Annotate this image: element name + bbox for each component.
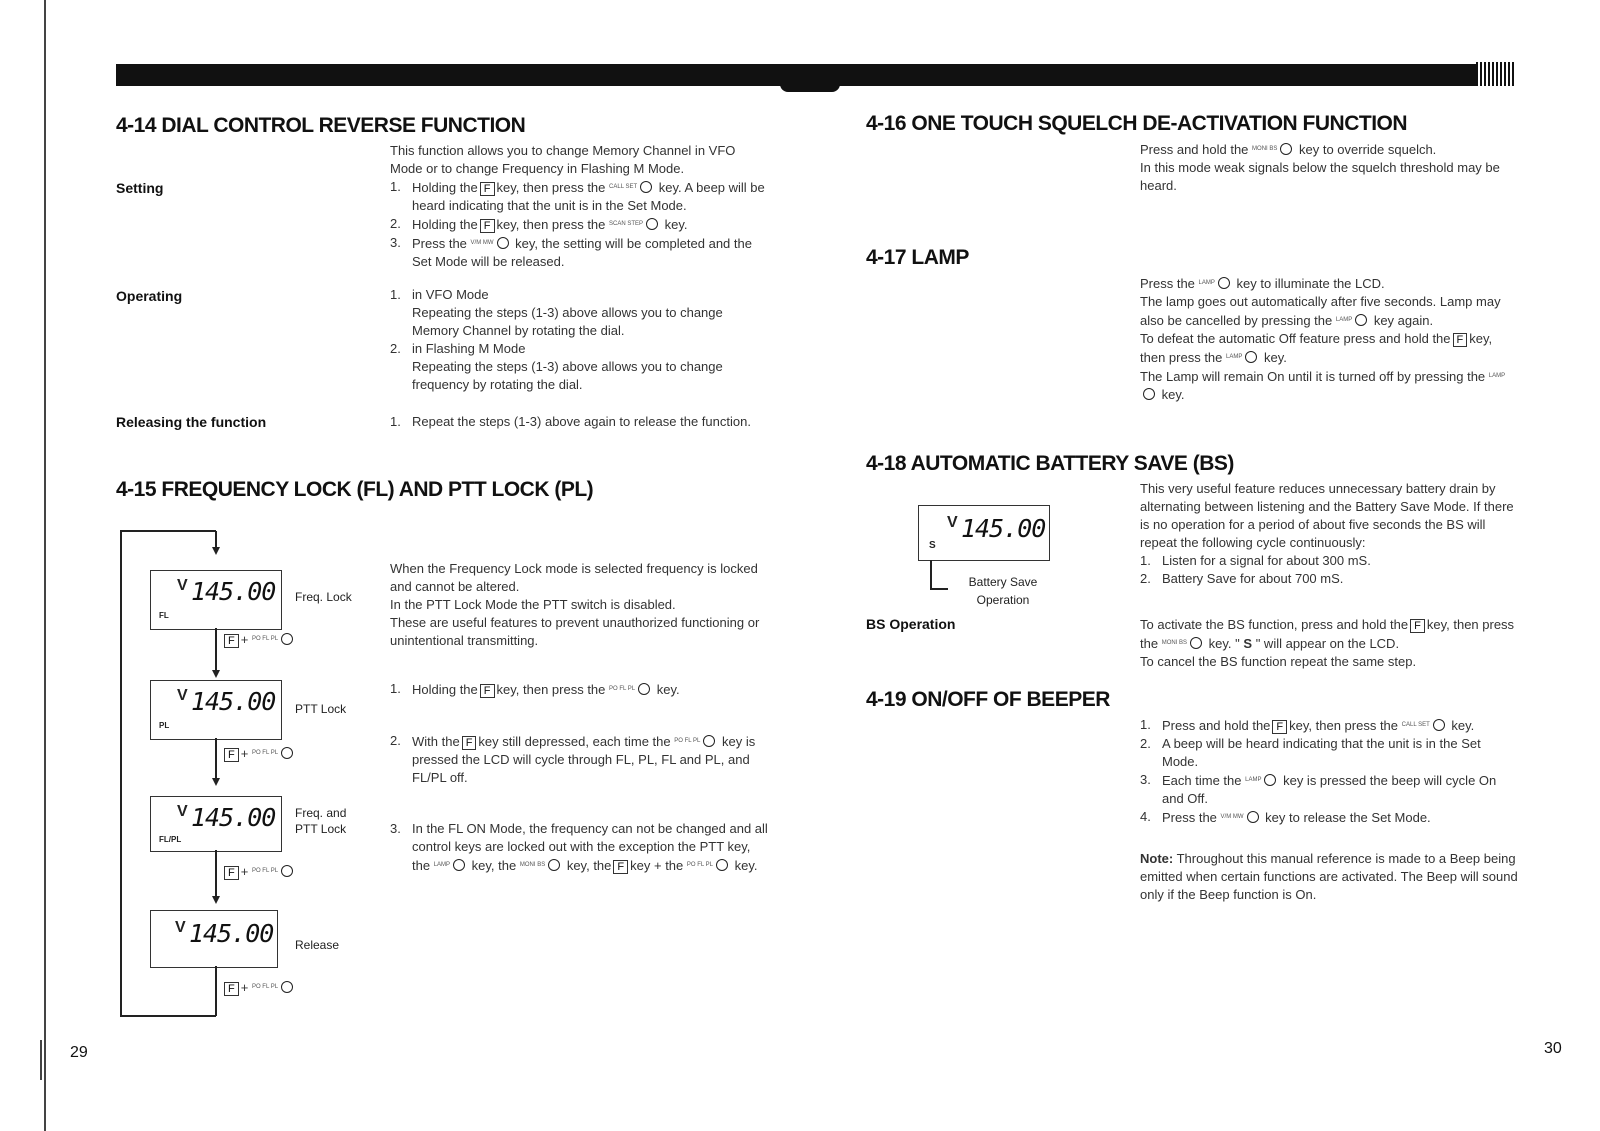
para-line: Press and hold the $^{MONI BS}$ key to override squelch. — [1140, 142, 1437, 157]
section-title-4-14: 4-14 DIAL CONTROL REVERSE FUNCTION — [116, 114, 526, 137]
lcd-release — [150, 910, 278, 968]
list-item: 1. Press and hold the F key, then press the $^{CALL SET}$ key. — [1140, 717, 1475, 733]
fl-step-1 — [390, 680, 770, 699]
section-title-4-18: 4-18 AUTOMATIC BATTERY SAVE (BS) — [866, 452, 1234, 475]
f-key-icon: F — [480, 684, 495, 698]
release-step-1: 1. Repeat the steps (1-3) above again to release the function. — [390, 414, 751, 429]
section-title-4-19: 4-19 ON/OFF OF BEEPER — [866, 688, 1110, 711]
setting-step-1: 1. Holding the F key, then press the $^{CALL SET}$ key. A beep will be heard indicating that the unit is in the Set Mode. — [390, 179, 765, 213]
bs-operation-label: BS Operation — [866, 616, 956, 632]
combo-4: F + $^{PO FL PL}$ — [222, 978, 296, 997]
callout-line — [930, 588, 948, 590]
list-item: 2. With the F key still depressed, each time the $^{PO FL PL}$ key is pressed the LCD will cycle through FL, PL, FL and PL, and FL/PL off. — [390, 733, 756, 785]
para-line: In this mode weak signals below the squelch threshold may be heard. — [1140, 160, 1500, 193]
setting-label: Setting — [116, 180, 164, 196]
lcd-bs — [918, 505, 1050, 561]
flow-line — [215, 850, 217, 898]
operating-step-2: 2. in Flashing M Mode Repeating the steps (1-3) above allows you to change frequency by rotating the dial. — [390, 341, 723, 392]
f-key-icon: F — [1410, 619, 1425, 633]
lamp-key-icon — [1218, 277, 1230, 289]
caption-ptt-lock: PTT Lock — [295, 702, 347, 716]
lcd-v-indicator: V — [175, 919, 186, 936]
flow-line — [215, 628, 217, 672]
para-line: Press the $^{LAMP}$ key to illuminate the LCD. — [1140, 276, 1385, 291]
moni-key-icon — [1190, 637, 1202, 649]
page-marker — [1476, 62, 1514, 86]
po-fl-pl-key-icon — [638, 683, 650, 695]
caption-battery-save: Battery Save Operation — [968, 575, 1038, 607]
lamp-key-icon — [1264, 774, 1276, 786]
po-fl-pl-key-icon — [281, 747, 293, 759]
moni-key-icon — [548, 859, 560, 871]
lcd-fl — [150, 570, 282, 630]
binding-line — [44, 0, 46, 1131]
lcd-frequency: 145.00 — [961, 514, 1046, 543]
lcd-fl-indicator: FL — [159, 611, 169, 620]
combo-2: F + $^{PO FL PL}$ — [222, 744, 296, 763]
combo-1: F + $^{PO FL PL}$ — [222, 630, 296, 649]
bs-symbol: S — [1243, 636, 1253, 651]
lcd-v-indicator: V — [177, 577, 188, 594]
list-item: 4. Press the $^{V/M MW}$ key to release the Set Mode. — [1140, 809, 1431, 825]
flow-arrow — [212, 896, 220, 904]
po-fl-pl-key-icon — [281, 633, 293, 645]
po-fl-pl-key-icon — [703, 735, 715, 747]
section-4-17-body — [1140, 274, 1520, 404]
lcd-pl — [150, 680, 282, 740]
para-line: To cancel the BS function repeat the same step. — [1140, 654, 1417, 669]
po-fl-pl-key-icon — [281, 981, 293, 993]
vm-key-icon — [497, 237, 509, 249]
setting-steps — [390, 178, 770, 271]
loop-bottom — [120, 1015, 216, 1017]
fl-step-3 — [390, 820, 770, 875]
header-notch — [780, 84, 840, 92]
section-4-14-intro: This function allows you to change Memory Channel in VFO Mode or to change Frequency in Flashing M Mode. — [390, 143, 736, 176]
scan-step-key-icon — [646, 218, 658, 230]
caption-freq-and-ptt-lock: Freq. and PTT Lock — [295, 806, 347, 836]
combo-3: F + $^{PO FL PL}$ — [222, 862, 296, 881]
lcd-frequency: 145.00 — [191, 577, 276, 606]
para-line: When the Frequency Lock mode is selected frequency is locked and cannot be altered. — [390, 561, 758, 594]
call-set-key-icon — [640, 181, 652, 193]
section-title-4-17: 4-17 LAMP — [866, 246, 969, 269]
note-text: Throughout this manual reference is made to a Beep being emitted when certain functions are activated. The Beep will sound only if the Beep function is On. — [1140, 851, 1518, 902]
callout-line — [930, 560, 932, 588]
binding-line-2 — [40, 1040, 42, 1080]
release-steps — [390, 413, 770, 431]
lamp-key-icon — [1143, 388, 1155, 400]
lcd-frequency: 145.00 — [191, 803, 276, 832]
lcd-flpl-indicator: FL/PL — [159, 835, 182, 844]
caption-release: Release — [295, 938, 340, 952]
f-key-icon: F — [613, 860, 628, 874]
vm-key-icon — [1247, 811, 1259, 823]
po-fl-pl-key-icon — [716, 859, 728, 871]
lcd-pl-indicator: PL — [159, 721, 170, 730]
f-key-icon: F — [480, 182, 495, 196]
lcd-bs-indicator: S — [929, 540, 936, 551]
lcd-v-indicator: V — [947, 514, 958, 531]
f-key-icon: F — [1272, 720, 1287, 734]
para-line: The lamp goes out automatically after five seconds. Lamp may also be cancelled by pressing the $^{LAMP}$ key again. — [1140, 294, 1501, 328]
list-item: 1. Listen for a signal for about 300 mS. — [1140, 553, 1371, 568]
header-bar — [116, 64, 1512, 86]
list-item: 1. Holding the F key, then press the $^{PO FL PL}$ key. — [390, 681, 680, 697]
list-item: 2. A beep will be heard indicating that the unit is in the Set Mode. — [1140, 736, 1481, 769]
fl-step-2 — [390, 732, 770, 787]
lamp-key-icon — [1355, 314, 1367, 326]
lamp-key-icon — [453, 859, 465, 871]
setting-step-2: 2. Holding the F key, then press the $^{SCAN STEP}$ key. — [390, 216, 688, 232]
beeper-note — [1140, 850, 1520, 904]
list-item: 3. In the FL ON Mode, the frequency can not be changed and all control keys are locked out with the exception the PTT key, the $^{LAMP}$ key, the $^{MONI BS}$ key, the F key + the $^{PO FL PL}$ key. — [390, 821, 768, 873]
flow-line — [215, 738, 217, 780]
caption-freq-lock: Freq. Lock — [295, 590, 352, 604]
section-title-4-16: 4-16 ONE TOUCH SQUELCH DE-ACTIVATION FUNCTION — [866, 112, 1408, 135]
lcd-frequency: 145.00 — [189, 919, 274, 948]
flow-arrow — [212, 778, 220, 786]
para-line: To defeat the automatic Off feature press and hold the F key, then press the $^{LAMP}$ key. — [1140, 331, 1493, 365]
f-key-icon: F — [224, 748, 239, 762]
para-line: To activate the BS function, press and hold the F key, then press the $^{MONI BS}$ key. " S " will appear on the LCD. — [1140, 617, 1515, 651]
list-item: 2. Battery Save for about 700 mS. — [1140, 571, 1344, 586]
section-4-16-body — [1140, 140, 1520, 195]
para-line: The Lamp will remain On until it is turned off by pressing the $^{LAMP}$ key. — [1140, 369, 1506, 402]
para-line: In the PTT Lock Mode the PTT switch is disabled. — [390, 597, 676, 612]
flow-line — [215, 966, 217, 1016]
f-key-icon: F — [224, 866, 239, 880]
note-label: Note: — [1140, 851, 1174, 866]
call-set-key-icon — [1433, 719, 1445, 731]
f-key-icon: F — [224, 634, 239, 648]
lamp-key-icon — [1245, 351, 1257, 363]
operating-step-1: 1. in VFO Mode Repeating the steps (1-3) above allows you to change Memory Channel by rotating the dial. — [390, 287, 723, 338]
f-key-icon: F — [224, 982, 239, 996]
lcd-flpl — [150, 796, 282, 852]
lcd-v-indicator: V — [177, 803, 188, 820]
operating-label: Operating — [116, 288, 183, 304]
loop-top — [120, 530, 216, 532]
section-4-18-body — [1140, 480, 1520, 552]
page-number-left: 29 — [70, 1044, 88, 1061]
lcd-v-indicator: V — [177, 687, 188, 704]
section-4-15-intro — [390, 560, 770, 650]
setting-step-3: 3. Press the $^{V/M MW}$ key, the setting will be completed and the Set Mode will be released. — [390, 235, 752, 269]
beeper-steps — [1140, 716, 1520, 827]
para-line: This very useful feature reduces unnecessary battery drain by alternating between listening and the Battery Save Mode. If there is no operation for a period of about five seconds the BS will repeat the following cycle continuously: — [1140, 481, 1514, 550]
para-line: These are useful features to prevent unauthorized functioning or unintentional transmitting. — [390, 615, 760, 648]
bs-operation-body — [1140, 616, 1520, 671]
page-number-right: 30 — [1544, 1040, 1562, 1057]
section-title-4-15: 4-15 FREQUENCY LOCK (FL) AND PTT LOCK (PL) — [116, 478, 594, 501]
flow-arrow — [212, 670, 220, 678]
po-fl-pl-key-icon — [281, 865, 293, 877]
f-key-icon: F — [480, 219, 495, 233]
operating-steps — [390, 286, 770, 394]
release-label: Releasing the function — [116, 414, 267, 430]
bs-cycle-list — [1140, 552, 1520, 588]
moni-key-icon — [1280, 143, 1292, 155]
loop-left — [120, 530, 122, 1016]
f-key-icon: F — [462, 736, 477, 750]
list-item: 3. Each time the $^{LAMP}$ key is pressed the beep will cycle On and Off. — [1140, 772, 1497, 806]
lcd-frequency: 145.00 — [191, 687, 276, 716]
flow-arrow — [212, 547, 220, 555]
f-key-icon: F — [1453, 333, 1468, 347]
